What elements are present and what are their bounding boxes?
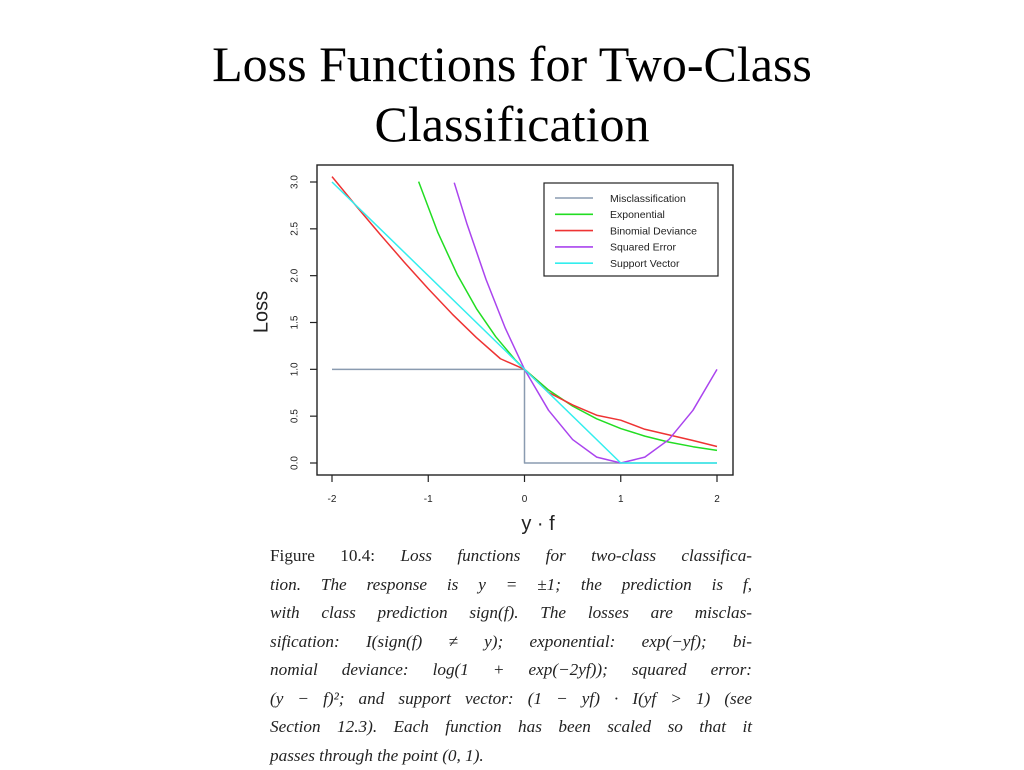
legend-entry: Exponential: [610, 209, 665, 221]
caption-line-4: sification: I(sign(f) ≠ y); exponential: exp(−yf); bi-: [270, 628, 752, 657]
x-tick-label: -1: [424, 494, 433, 505]
caption-line-3: with class prediction sign(f). The losses are misclas-: [270, 599, 752, 628]
y-axis-label: Loss: [250, 291, 272, 333]
x-axis-label: y · f: [521, 513, 555, 535]
caption-line-1: [270, 542, 752, 571]
caption-line-1-text: Loss functions for two-class classifica-: [400, 546, 752, 565]
y-tick-label: 2.5: [290, 221, 301, 235]
y-tick-label: 1.5: [290, 315, 301, 329]
x-tick-label: 2: [714, 494, 720, 505]
slide-title-line-1: Loss Functions for Two-Class: [0, 34, 1024, 94]
caption-line-5: nomial deviance: log(1 + exp(−2yf)); squared error:: [270, 656, 752, 685]
y-tick-label: 2.0: [290, 268, 301, 282]
caption-line-6: (y − f)²; and support vector: (1 − yf) · I(yf > 1) (see: [270, 685, 752, 714]
x-tick-label: 0: [522, 494, 528, 505]
x-tick-label: 1: [618, 494, 624, 505]
caption-line-8: passes through the point (0, 1).: [270, 742, 752, 770]
legend-entry: Binomial Deviance: [610, 225, 697, 237]
figure-caption: [270, 542, 752, 770]
caption-line-2: tion. The response is y = ±1; the prediction is f,: [270, 571, 752, 600]
caption-line-7: Section 12.3). Each function has been scaled so that it: [270, 713, 752, 742]
legend-entry: Squared Error: [610, 242, 676, 254]
y-tick-label: 0.0: [290, 456, 301, 470]
y-tick-label: 0.5: [290, 409, 301, 423]
x-tick-label: -2: [328, 494, 337, 505]
series-line-misclassification: [332, 369, 717, 463]
y-tick-label: 3.0: [290, 175, 301, 189]
legend-entry: Misclassification: [610, 193, 686, 205]
legend-entry: Support Vector: [610, 258, 680, 270]
slide-title-line-2: Classification: [0, 94, 1024, 154]
y-tick-label: 1.0: [290, 362, 301, 376]
caption-figure-label: Figure 10.4:: [270, 546, 375, 565]
